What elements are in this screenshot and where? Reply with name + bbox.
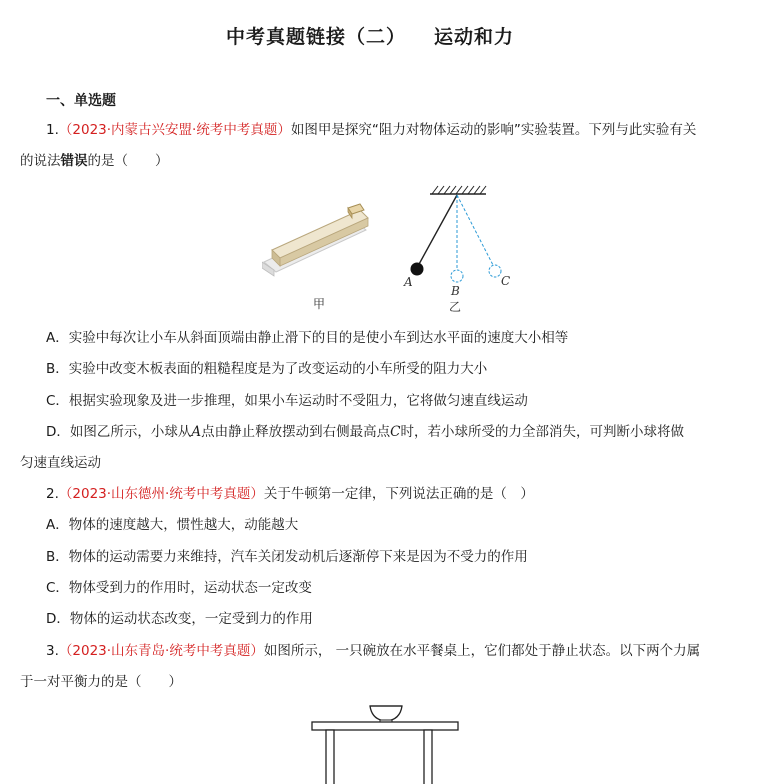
q1-stem-text2b: 的是（ ） bbox=[87, 153, 169, 169]
q3-number: 3. bbox=[46, 643, 59, 659]
q1-option-d-point-c: C bbox=[390, 424, 401, 440]
figure-label-yi: 乙 bbox=[449, 300, 462, 314]
q1-option-d-text1: D．如图乙所示，小球从 bbox=[46, 424, 192, 440]
page-title bbox=[0, 22, 740, 49]
q2-source: （2023·山东德州·统考中考真题） bbox=[58, 486, 264, 502]
q1-option-d-text2: 点由静止释放摆动到右侧最高点 bbox=[201, 424, 391, 440]
title-main: 中考真题链接（二） bbox=[225, 26, 406, 48]
q2-stem bbox=[46, 484, 534, 504]
q1-option-b: B．实验中改变木板表面的粗糙程度是为了改变运动的小车所受的阻力大小 bbox=[46, 361, 488, 377]
q1-number: 1. bbox=[46, 122, 59, 138]
q2-option-c: C．物体受到力的作用时，运动状态一定改变 bbox=[46, 580, 312, 596]
q1-option-d-line2: 匀速直线运动 bbox=[20, 455, 101, 471]
q1-stem-line1 bbox=[46, 120, 696, 140]
q1-source: （2023·内蒙古兴安盟·统考中考真题） bbox=[58, 122, 291, 138]
title-topic: 运动和力 bbox=[434, 26, 515, 48]
q1-option-c: C．根据实验现象及进一步推理，如果小车运动时不受阻力，它将做匀速直线运动 bbox=[46, 393, 528, 409]
q2-option-b: B．物体的运动需要力来维持，汽车关闭发动机后逐渐停下来是因为不受力的作用 bbox=[46, 549, 528, 565]
q2-number: 2. bbox=[46, 486, 59, 502]
q2-stem-text: 关于牛顿第一定律，下列说法正确的是（ ） bbox=[263, 486, 534, 502]
figure-incline-ramp bbox=[262, 196, 382, 288]
q1-emphasis: 错误 bbox=[60, 153, 88, 169]
q2-option-a: A．物体的速度越大，惯性越大，动能越大 bbox=[46, 517, 299, 533]
q1-option-d-point-a: A bbox=[191, 424, 202, 440]
q3-stem-line2: 于一对平衡力的是（ ） bbox=[20, 674, 182, 690]
section-heading: 一、单选题 bbox=[46, 93, 116, 109]
q1-option-d-line1 bbox=[46, 422, 684, 442]
figure-bowl-on-table bbox=[300, 700, 460, 784]
figure-label-jia: 甲 bbox=[313, 297, 326, 311]
q1-option-a: A．实验中每次让小车从斜面顶端由静止滑下的目的是使小车到达水平面的速度大小相等 bbox=[46, 330, 569, 346]
point-label-b: B bbox=[451, 284, 460, 298]
q3-stem-text1: 如图所示， 一只碗放在水平餐桌上，它们都处于静止状态。以下两个力属 bbox=[263, 643, 701, 659]
q3-source: （2023·山东青岛·统考中考真题） bbox=[58, 643, 264, 659]
q3-stem-line1 bbox=[46, 641, 700, 661]
point-label-c: C bbox=[501, 274, 511, 288]
point-label-a: A bbox=[404, 275, 413, 289]
q1-stem-text2a: 的说法 bbox=[20, 153, 61, 169]
q2-option-d: D．物体的运动状态改变，一定受到力的作用 bbox=[46, 611, 313, 627]
q1-option-d-text3: 时，若小球所受的力全部消失，可判断小球将做 bbox=[400, 424, 684, 440]
q1-stem-text1: 如图甲是探究“阻力对物体运动的影响”实验装置。下列与此实验有关 bbox=[290, 122, 697, 138]
q1-stem-line2 bbox=[20, 151, 169, 171]
